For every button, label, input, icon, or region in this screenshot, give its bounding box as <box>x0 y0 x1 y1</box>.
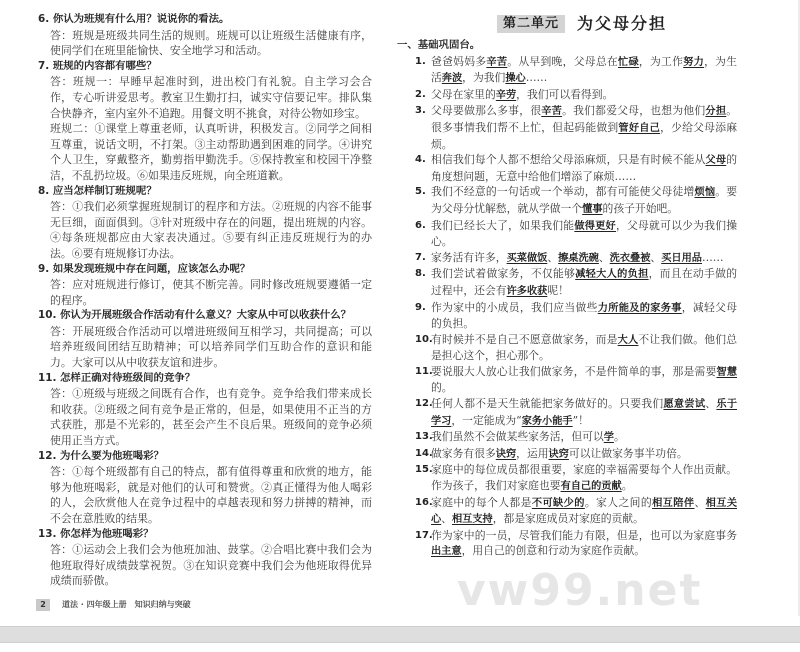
answer-paragraph: 答：①班级与班级之间既有合作，也有竞争。竞争给我们带来成长和收获。②班级之间有竞争是正常的，但是，如果使用不正当的方式获胜，那是不光彩的，甚至会产生不良后果。班级间的竞争必须使用正当方式。 <box>50 387 372 448</box>
item-number: 10. <box>415 333 433 345</box>
item-text: 。 <box>613 430 625 444</box>
answer-underlined: 学 <box>603 432 614 444</box>
item-text: 相信我们每个人都不想给父母添麻烦，只是有时候不能从 <box>431 153 706 167</box>
item-text: ，而且在动手做的过程中，还会有 <box>431 267 737 297</box>
page-separator-band <box>0 626 800 643</box>
item-text: ，运用 <box>516 446 549 460</box>
fill-in-item <box>415 103 737 152</box>
answer-underlined: 辛苦 <box>486 56 508 68</box>
fill-in-item <box>415 184 737 217</box>
item-number: 12. <box>415 398 433 410</box>
fill-in-item <box>415 462 737 494</box>
answer-underlined: 洗衣叠被 <box>609 252 651 264</box>
answer-underlined: 辛劳 <box>495 89 517 101</box>
page-footer <box>36 597 374 613</box>
fill-in-item <box>415 446 737 463</box>
item-text: ，为工作 <box>638 54 684 68</box>
question-number: 13. <box>38 527 57 540</box>
item-text: 要说服大人放心让我们做家务，不是件简单的事，那是需要 <box>431 364 717 378</box>
right-column-unit <box>397 12 742 616</box>
question-text: 如果发现班规中存在问题，应该怎么办呢？ <box>52 262 251 275</box>
item-text: …… <box>525 71 548 85</box>
item-text: 我们不经意的一句话或一个举动，都有可能使父母徒增 <box>431 185 695 199</box>
answer-underlined: 出主意 <box>431 546 462 558</box>
answer-underlined: 大人 <box>617 334 639 346</box>
item-text: 呢！ <box>547 283 569 297</box>
item-number: 16. <box>415 496 433 508</box>
item-number: 14. <box>415 447 433 459</box>
item-text: 父母在家里的 <box>431 87 496 101</box>
item-number: 9. <box>415 301 426 313</box>
fill-in-item <box>415 495 737 528</box>
item-number: 15. <box>415 464 433 476</box>
answer-underlined: 减轻大人的负担 <box>575 269 649 281</box>
item-text: ，都是家庭成员对家庭的贡献。 <box>492 512 644 526</box>
item-text: 的孩子开始吧。 <box>602 201 679 215</box>
bottom-margin <box>0 643 800 652</box>
question-heading <box>38 59 374 75</box>
question-text: 应当怎样制订班规呢？ <box>52 184 157 197</box>
item-number: 5. <box>415 186 426 198</box>
item-text: 、 <box>694 495 706 509</box>
item-text: 父母要做那么多事，很 <box>431 104 542 118</box>
item-number: 3. <box>415 105 426 117</box>
item-text: 做家务有很多 <box>431 446 496 460</box>
question-heading <box>38 449 374 465</box>
watermark: vw99.net <box>457 565 703 616</box>
item-text: 我们虽然不会做某些家务活，但可以 <box>431 430 604 444</box>
item-text: 家庭中的每个人都是 <box>431 495 532 509</box>
item-number: 7. <box>415 251 426 263</box>
question-number: 6. <box>38 13 50 25</box>
item-text: 我们已经长大了，如果我们能 <box>431 218 575 232</box>
question-number: 11. <box>38 371 57 384</box>
answer-underlined: 分担 <box>705 106 727 118</box>
item-text: 作为家中的一员，尽管我们能力有限，但是，也可以为家庭事务 <box>431 528 737 542</box>
item-text: …… <box>701 250 724 264</box>
fill-in-item <box>415 332 737 364</box>
item-text: 、 <box>598 250 610 264</box>
item-number: 2. <box>415 88 426 100</box>
book-title: 道法 · 四年级上册 知识归纳与突破 <box>62 599 191 609</box>
item-text: 、 <box>650 250 662 264</box>
fill-in-items <box>415 54 737 560</box>
question-text: 你认为班规有什么用？说说你的看法。 <box>52 13 230 25</box>
question-number: 12. <box>38 449 57 462</box>
item-number: 6. <box>415 219 426 231</box>
answer-underlined: 努力 <box>683 56 705 68</box>
answer-paragraph: 答：①每个班级都有自己的特点，都有值得尊重和欣赏的地方，能够为他班喝彩，就是对他们的认可和赞赏。②真正懂得为他人喝彩的人，会欣赏他人在竞争过程中的卓越表现和努力拼搏的精神，而不会在意胜败的结果。 <box>50 465 372 525</box>
left-column-questions <box>36 12 374 613</box>
question-number: 7. <box>38 59 50 72</box>
answer-underlined: 乐于学习 <box>431 399 738 427</box>
answer-underlined: 管好自己 <box>618 122 661 134</box>
answer-underlined: 许多收获 <box>506 285 548 297</box>
answer-underlined: 相互陪伴 <box>652 497 695 509</box>
question-heading <box>38 371 374 387</box>
item-text: 。很多事情我们帮不上忙，但起码能做到 <box>431 104 738 134</box>
item-text: 的角度想问题，无意中给他们增添了麻烦…… <box>431 153 738 183</box>
item-text: 。要为父母分忧解愁，就从学做一个 <box>431 185 738 215</box>
question-text: 你认为开展班级合作活动有什么意义？大家从中可以收获什么？ <box>60 309 351 322</box>
item-text: 。从早到晚，父母总在 <box>507 54 618 68</box>
item-number: 4. <box>415 154 426 166</box>
answer-underlined: 烦恼 <box>694 187 716 199</box>
answer-underlined: 父母 <box>705 155 727 167</box>
item-text: ，为生活 <box>431 54 738 85</box>
item-text: 任何人都不是天生就能把家务做好的。只要我们 <box>431 397 664 411</box>
item-text: 。家人之间的 <box>584 495 653 509</box>
question-text: 班规的内容都有哪些？ <box>52 59 157 72</box>
answer-underlined: 愿意尝试 <box>663 399 706 411</box>
question-heading <box>38 527 374 543</box>
answer-underlined: 买日用品 <box>661 252 702 264</box>
answer-underlined: 操心 <box>505 73 526 85</box>
fill-in-item <box>415 528 737 560</box>
answer-underlined: 力所能及的家务事 <box>597 302 682 314</box>
question-number: 10. <box>38 309 57 322</box>
fill-in-item <box>415 250 737 267</box>
item-text: 家庭中的每位成员都很重要，家庭的幸福需要每个人作出贡献。作为孩子，我们对家庭也要 <box>431 463 737 493</box>
fill-in-item <box>415 429 737 446</box>
item-number: 13. <box>415 431 433 443</box>
item-text: ，一定能成为“ <box>451 413 522 427</box>
answer-paragraph: 班规二：①课堂上尊重老师，认真听讲，积极发言。②同学之间相互尊重，说话文明，不打架。③主动帮助遇到困难的同学。④讲究个人卫生，穿戴整齐，勤剪指甲勤洗手。⑤保持教室和校园干净整洁，不乱扔垃圾。⑥如果违反班规，向全班道歉。 <box>50 122 372 182</box>
question-text: 为什么要为他班喝彩？ <box>60 449 164 462</box>
answer-underlined: 懂事 <box>582 203 603 215</box>
answer-underlined: 诀窍 <box>548 448 569 460</box>
question-number: 9. <box>38 262 50 275</box>
question-heading <box>38 308 374 324</box>
answer-paragraph: 答：班规一：早睡早起准时到，进出校门有礼貌。自主学习会合作，专心听讲爱思考。教室卫生勤打扫，诚实守信要记牢。排队集合快静齐，室内室外不追跑。用餐文明不挑食，对待公物如珍宝。 <box>50 75 372 120</box>
item-text: 不让我们做。他们总是担心这个，担心那个。 <box>431 332 738 363</box>
answer-underlined: 相互支持 <box>451 514 493 526</box>
item-text: 可以让做家务事半功倍。 <box>568 446 688 460</box>
answer-paragraph: 答：①我们必须掌握班规制订的程序和方法。②班规的内容不能事无巨细，面面俱到。③针对班级中存在的问题，提出班规的内容。④每条班规都应由大家表决通过。⑤要有纠正违反班规行为的办法。⑥要有班规修订办法。 <box>50 200 372 260</box>
item-number: 1. <box>415 55 426 67</box>
unit-title <box>497 12 742 36</box>
item-text: 。我们都爱父母，也想为他们 <box>562 104 706 118</box>
item-text: 、 <box>547 250 559 264</box>
item-text: ，减轻父母的负担。 <box>431 300 738 331</box>
page-number: 2 <box>36 599 50 611</box>
answer-underlined: 家务小能手 <box>521 415 573 427</box>
question-heading <box>38 262 374 278</box>
answer-underlined: 忙碌 <box>617 56 639 68</box>
item-text: 、 <box>441 512 452 526</box>
item-text: 有时候并不是自己不愿意做家务，而是 <box>431 332 618 346</box>
answer-underlined: 擦桌洗碗 <box>558 252 599 264</box>
item-text: ，用自己的创意和行动为家庭作贡献。 <box>461 544 646 558</box>
fill-in-item <box>415 396 737 429</box>
answer-paragraph: 答：班规是班级共同生活的规则。班规可以让班级生活健康有序，使同学们在班里能愉快、安全地学习和活动。 <box>50 28 372 58</box>
answer-underlined: 有自己的贡献 <box>560 481 622 493</box>
fill-in-item <box>415 266 737 299</box>
question-text: 怎样正确对待班级间的竞争？ <box>60 371 196 384</box>
item-number: 8. <box>415 268 426 280</box>
question-number: 8. <box>38 184 50 197</box>
fill-in-item <box>415 152 737 184</box>
fill-in-item <box>415 54 737 87</box>
item-number: 11. <box>415 365 433 377</box>
fill-in-item <box>415 364 737 396</box>
fill-in-item <box>415 300 737 332</box>
item-text: 我们尝试着做家务，不仅能够 <box>431 267 576 281</box>
answer-underlined: 相互关心 <box>431 497 738 526</box>
answer-paragraph: 答：应对班规进行修订，使其不断完善。同时修改班规要遵循一定的程序。 <box>50 278 372 307</box>
answer-underlined: 做得更好 <box>574 220 616 232</box>
item-text: 、 <box>705 397 717 411</box>
answer-underlined: 买菜做饭 <box>506 252 548 264</box>
item-text: ，少给父母添麻烦。 <box>431 120 738 151</box>
question-list <box>36 12 374 589</box>
item-text: 。 <box>621 479 633 493</box>
item-text: ，我们可以看得到。 <box>516 87 614 101</box>
answer-underlined: 智慧 <box>716 366 738 378</box>
item-text: 作为家中的小成员，我们应当做些 <box>431 300 598 314</box>
question-heading <box>38 12 374 28</box>
answer-underlined: 不可缺少的 <box>531 497 585 509</box>
unit-tag: 第二单元 <box>497 15 565 33</box>
unit-name: 为父母分担 <box>577 14 668 34</box>
item-text: ”！ <box>572 413 589 427</box>
answer-paragraph: 答：①运动会上我们会为他班加油、鼓掌。②合唱比赛中我们会为他班取得好成绩鼓掌祝贺。③在知识竞赛中我们会为他班取得优异成绩而骄傲。 <box>50 543 372 588</box>
item-text: ，父母就可以少为我们操心。 <box>431 218 738 249</box>
item-text: 爸爸妈妈多 <box>431 54 487 68</box>
item-text: 的。 <box>431 381 453 395</box>
item-number: 17. <box>415 529 433 541</box>
fill-in-item <box>415 87 737 104</box>
item-text: 家务活有许多， <box>431 250 507 264</box>
question-heading <box>38 184 374 200</box>
answer-underlined: 辛苦 <box>541 106 563 118</box>
answer-paragraph: 答：开展班级合作活动可以增进班级间互相学习，共同提高；可以培养班级间团结互助精神；可以培养同学们互助合作的意识和能力。大家可以从中收获友谊和进步。 <box>50 324 372 370</box>
fill-in-item <box>415 218 737 250</box>
item-text: ，为我们 <box>462 71 506 85</box>
section-heading: 一、基础巩固台。 <box>397 39 481 51</box>
answer-underlined: 诀窍 <box>495 448 517 460</box>
question-text: 你怎样为他班喝彩？ <box>60 527 154 540</box>
answer-underlined: 奔波 <box>441 73 463 85</box>
